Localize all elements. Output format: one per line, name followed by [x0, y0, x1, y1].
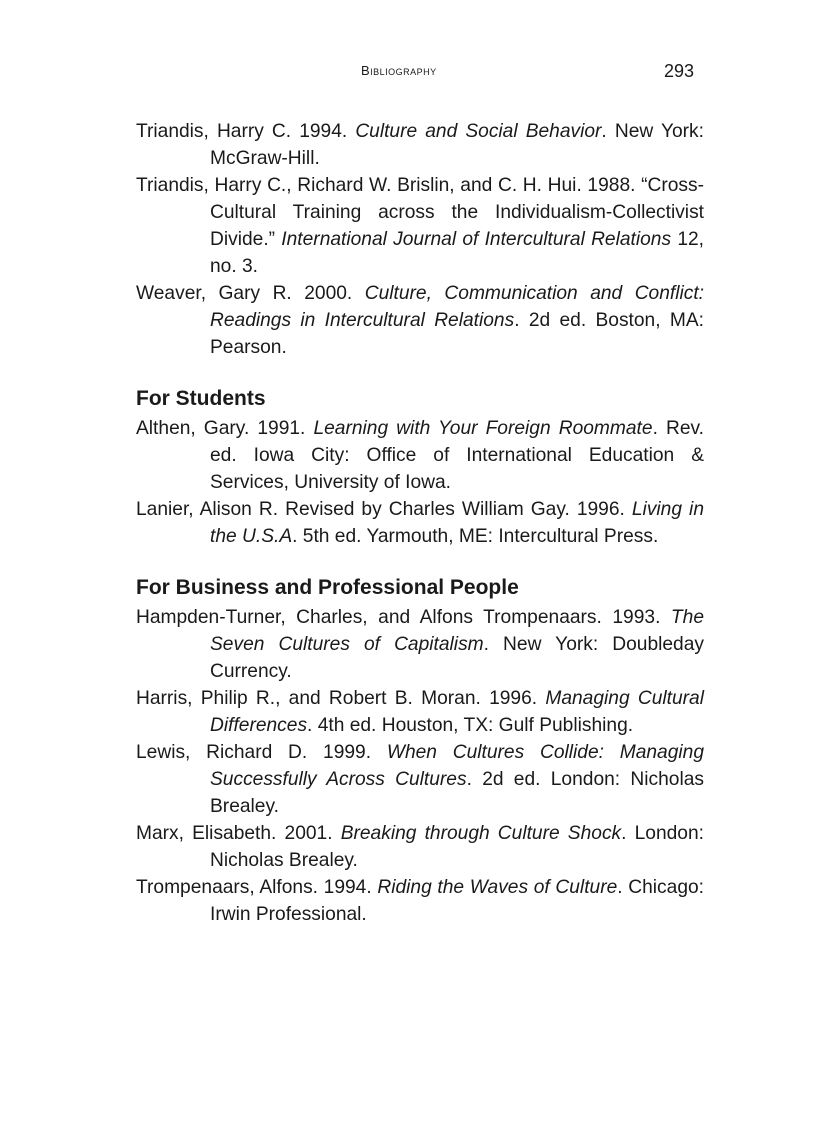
entry-publication: . 5th ed. Yarmouth, ME: Intercultural Press.	[292, 526, 659, 547]
entry-author-year: Trompenaars, Alfons. 1994.	[136, 877, 378, 898]
bibliography-entry	[136, 739, 704, 820]
bibliography-entry	[136, 415, 704, 496]
entry-publication: . New York: McGraw-Hill.	[210, 121, 704, 169]
entry-publication: . 2d ed. Boston, MA: Pearson.	[210, 310, 704, 358]
entry-publication: . 2d ed. London: Nicholas Brealey.	[210, 769, 704, 817]
bibliography-content	[136, 118, 704, 928]
bibliography-entry	[136, 496, 704, 550]
entry-publication: . Rev. ed. Iowa City: Office of International Education & Services, University of Iowa.	[210, 418, 704, 493]
bibliography-entry	[136, 685, 704, 739]
entry-publication: . Chicago: Irwin Professional.	[210, 877, 704, 925]
entry-author-year: Hampden-Turner, Charles, and Alfons Trompenaars. 1993.	[136, 607, 671, 628]
entry-publication: . 4th ed. Houston, TX: Gulf Publishing.	[307, 715, 634, 736]
bibliography-entry	[136, 820, 704, 874]
entry-title: The Seven Cultures of Capitalism	[210, 607, 704, 655]
section-heading-business: For Business and Professional People	[136, 576, 519, 599]
entry-title: When Cultures Collide: Managing Successfully Across Cultures	[210, 742, 705, 790]
entry-author-year: Triandis, Harry C., Richard W. Brislin, and C. H. Hui. 1988. “Cross-Cultural Training across the Individualism-Collectivist Divide.”	[136, 175, 704, 250]
entry-author-year: Lewis, Richard D. 1999.	[136, 742, 387, 763]
entry-author-year: Harris, Philip R., and Robert B. Moran. 1996.	[136, 688, 546, 709]
bibliography-entry	[136, 118, 704, 172]
bibliography-entry	[136, 604, 704, 685]
entry-publication: . London: Nicholas Brealey.	[210, 823, 704, 871]
entry-author-year: Triandis, Harry C. 1994.	[136, 121, 356, 142]
running-head	[136, 61, 704, 85]
entry-title: International Journal of Intercultural Relations	[281, 229, 672, 250]
entry-title: Culture and Social Behavior	[355, 121, 602, 142]
entry-publication: 12, no. 3.	[210, 229, 704, 277]
entry-publication: . New York: Doubleday Currency.	[210, 634, 704, 682]
bibliography-entry	[136, 280, 704, 361]
entry-title: Breaking through Culture Shock	[340, 823, 622, 844]
bibliography-entry	[136, 172, 704, 280]
section-heading-students: For Students	[136, 387, 266, 410]
entry-title: Culture, Communication and Conflict: Readings in Intercultural Relations	[210, 283, 705, 331]
bibliography-entry	[136, 874, 704, 928]
entry-author-year: Weaver, Gary R. 2000.	[136, 283, 365, 304]
entry-title: Riding the Waves of Culture	[377, 877, 618, 898]
page-number: 293	[663, 61, 694, 81]
entry-author-year: Althen, Gary. 1991.	[136, 418, 314, 439]
entry-author-year: Lanier, Alison R. Revised by Charles William Gay. 1996.	[136, 499, 632, 520]
entry-title: Living in the U.S.A	[210, 499, 704, 547]
running-head-title: Bibliography	[361, 63, 437, 78]
entry-title: Learning with Your Foreign Roommate	[313, 418, 653, 439]
entry-author-year: Marx, Elisabeth. 2001.	[136, 823, 341, 844]
entry-title: Managing Cultural Differences	[210, 688, 704, 736]
